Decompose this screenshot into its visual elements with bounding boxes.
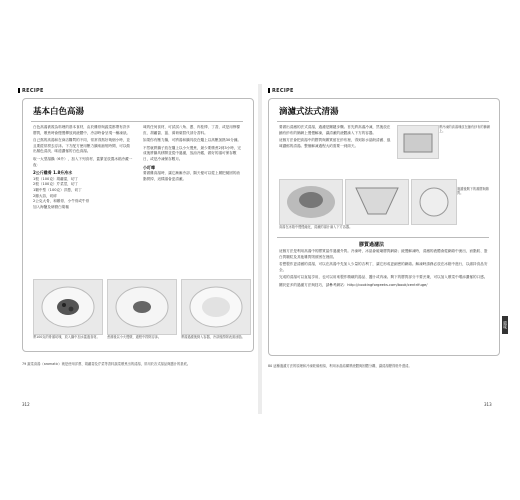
ingredient-item: 2公克大骨，和雞骨、小牛骨或牛骨: [33, 199, 90, 204]
book-spread: [12, 84, 508, 414]
photo-residue: [411, 179, 457, 225]
photo-illustration: [280, 180, 342, 224]
plate-illustration: [34, 280, 102, 334]
photo-thawing: [279, 179, 343, 225]
ingredient-item: 1根（100克）胡蘿蔔，切丁: [33, 176, 79, 181]
photo-caption: 將100克的骨頭切塊，放入鍋中加水蓋過食材。: [33, 335, 100, 339]
tip-text: 要做雞高湯時，讓它漸漸冷卻，隔天便可以從上層把凝固的油脂撈掉，這樣湯會更清澈。: [143, 171, 241, 181]
ingredient-item: 1顆中型（100克）洋蔥，切丁: [33, 187, 82, 192]
section-rule: [277, 237, 489, 238]
photo-caption: 將湯過濾後倒入容器，冷卻後撈除表面油脂。: [181, 335, 245, 339]
photo-caption: 煮沸後以小火慢燉，過程中撈除浮沫。: [107, 335, 162, 339]
photo-illustration: [398, 126, 438, 158]
ingredient-item: 2瓣大蒜，切碎: [33, 193, 57, 198]
photo-simmering: [107, 279, 177, 335]
header-marker-icon: [268, 88, 270, 93]
ingredients-heading: 2公斤雞骨 1.8升冷水: [33, 170, 73, 176]
header-marker-icon: [18, 88, 20, 93]
chapter-side-tab: 風味: [502, 316, 508, 334]
footnote: 80 這種過濾方法的原理和冷凍乾燥相似，利用冰晶結構將液體與固體分離，讓清湯變得格外澄清。: [268, 364, 412, 368]
right-page-header: RECIPE: [268, 88, 294, 94]
plate-illustration: [108, 280, 176, 334]
recipe-title: 基本白色高湯: [33, 107, 85, 117]
paragraph: 自己熬的高湯和在商店購買的不同，常常得熬好幾個小時，並且要經常撈去浮沫。下方配方使用壓力鍋來縮短時間，可以做出顏色清淡、味道濃郁的白色高湯。: [33, 138, 131, 154]
ingredient-item: 2根（100克）芹菜莖，切丁: [33, 182, 79, 187]
recipe-panel-right: [268, 98, 500, 356]
paragraph: 若想製作更清澈的清湯，可以在高湯中先加入少量的吉利丁，讓它形成更細密的網絡。解凍時請務必放在冰箱中進行，以維持食品安全。: [279, 262, 488, 272]
photo-strained-stock: [181, 279, 251, 335]
photo-caption: 高湯在冰箱中慢慢融化，清澈的湯汁滴入下方容器。: [279, 225, 353, 229]
recipe-body-left-column: [33, 125, 133, 275]
photo-frozen-stock: [397, 125, 439, 159]
paragraph: 白色高湯被視為料理的基本食材，由於雞骨與蔬菜都帶有許多膠質，燉煮時會慢慢釋放到液體中，冷卻時會呈現一種凍狀。: [33, 125, 131, 135]
page-number: 313: [484, 402, 492, 407]
right-page: [262, 84, 508, 414]
title-rule: [277, 121, 489, 122]
footnote: 79 蔬菜高湯（aromatic）就是使用洋蔥、胡蘿蔔及芹菜等香料蔬菜燉煮出的清湯，常用於各式湯品與醬汁的基底。: [22, 362, 191, 366]
ingredient-item: 加入海鹽及研磨白胡椒: [33, 204, 69, 209]
photo-bones-in-pot: [33, 279, 103, 335]
tip-heading: 小叮嚀: [143, 164, 155, 170]
paragraph: 這個方法會把高湯中的膠質與雜質留在紗布裡，得到如水晶般清澈、風味濃郁的清湯。整個解凍過程大約需要一到兩天。: [279, 138, 391, 148]
left-page-header: RECIPE: [18, 88, 44, 94]
photo-illustration: [346, 180, 408, 224]
recipe-body-right-column: [143, 125, 243, 275]
section-title: 膠質過濾法: [359, 242, 385, 248]
page-number: 312: [22, 402, 30, 407]
recipe-title: 滴濾式法式清湯: [279, 107, 339, 117]
left-page: [12, 84, 258, 414]
paragraph: 關於更多的過濾方法與技巧，請參考網站：http://cookingforgeeks.com/book/centrifuge/: [279, 282, 428, 287]
paragraph: 這個方法是利用高湯中的膠質當作過濾介質。冷凍時，冰晶會破壞膠質網絡；緩慢解凍時，清澈的液體會從網絡中流出，而脂肪、蛋白質顆粒及其他雜質則被困在裡面。: [279, 249, 488, 259]
photo-caption: 將冷凍的高湯塊放在鋪有紗布的篩網上。: [439, 125, 490, 134]
paragraph: 味的任何食材，可試試八角、蔥、肉桂棒、丁香，或是用檸檬皮、胡蘿蔔、薑、薄荷葉替代部分香料。: [143, 125, 241, 135]
title-rule: [31, 121, 243, 122]
plate-illustration: [182, 280, 250, 334]
paragraph: 如果你有壓力鍋，可將湯和鍋具放在爐上以高壓加熱30分鐘。: [143, 138, 242, 143]
paragraph: 取一大型湯鍋（6升），加入下列食材，蓋緊並放置冰箱冷藏一夜：: [33, 156, 133, 167]
photo-dripping: [345, 179, 409, 225]
photo-illustration: [412, 180, 456, 224]
section-body: [279, 249, 491, 349]
paragraph: 要做出清澈的法式清湯，過濾是關鍵步驟。首先將高湯冷凍，然後放在鋪有紗布的篩網上慢慢解凍，讓清澈的液體滴入下方的容器。: [279, 125, 391, 135]
recipe-panel-left: [22, 98, 254, 352]
paragraph: 不然就將鍋子放在爐上以小火慢煮，最少要燉煮2到3小時，完成後將鍋具移開並從中過濾，放涼冷藏，做好的湯可保存數日，或是冷凍保存數月。: [143, 145, 242, 161]
paragraph: 完成的清湯可以直接享用，也可以用來製作精緻的湯品、醬汁或肉凍。剩下的膠質部分不要丟棄，可以加入燉菜中增添濃郁的口感。: [279, 275, 488, 280]
photo-caption: 過濾後剩下的凝膠與雜質。: [457, 187, 489, 196]
